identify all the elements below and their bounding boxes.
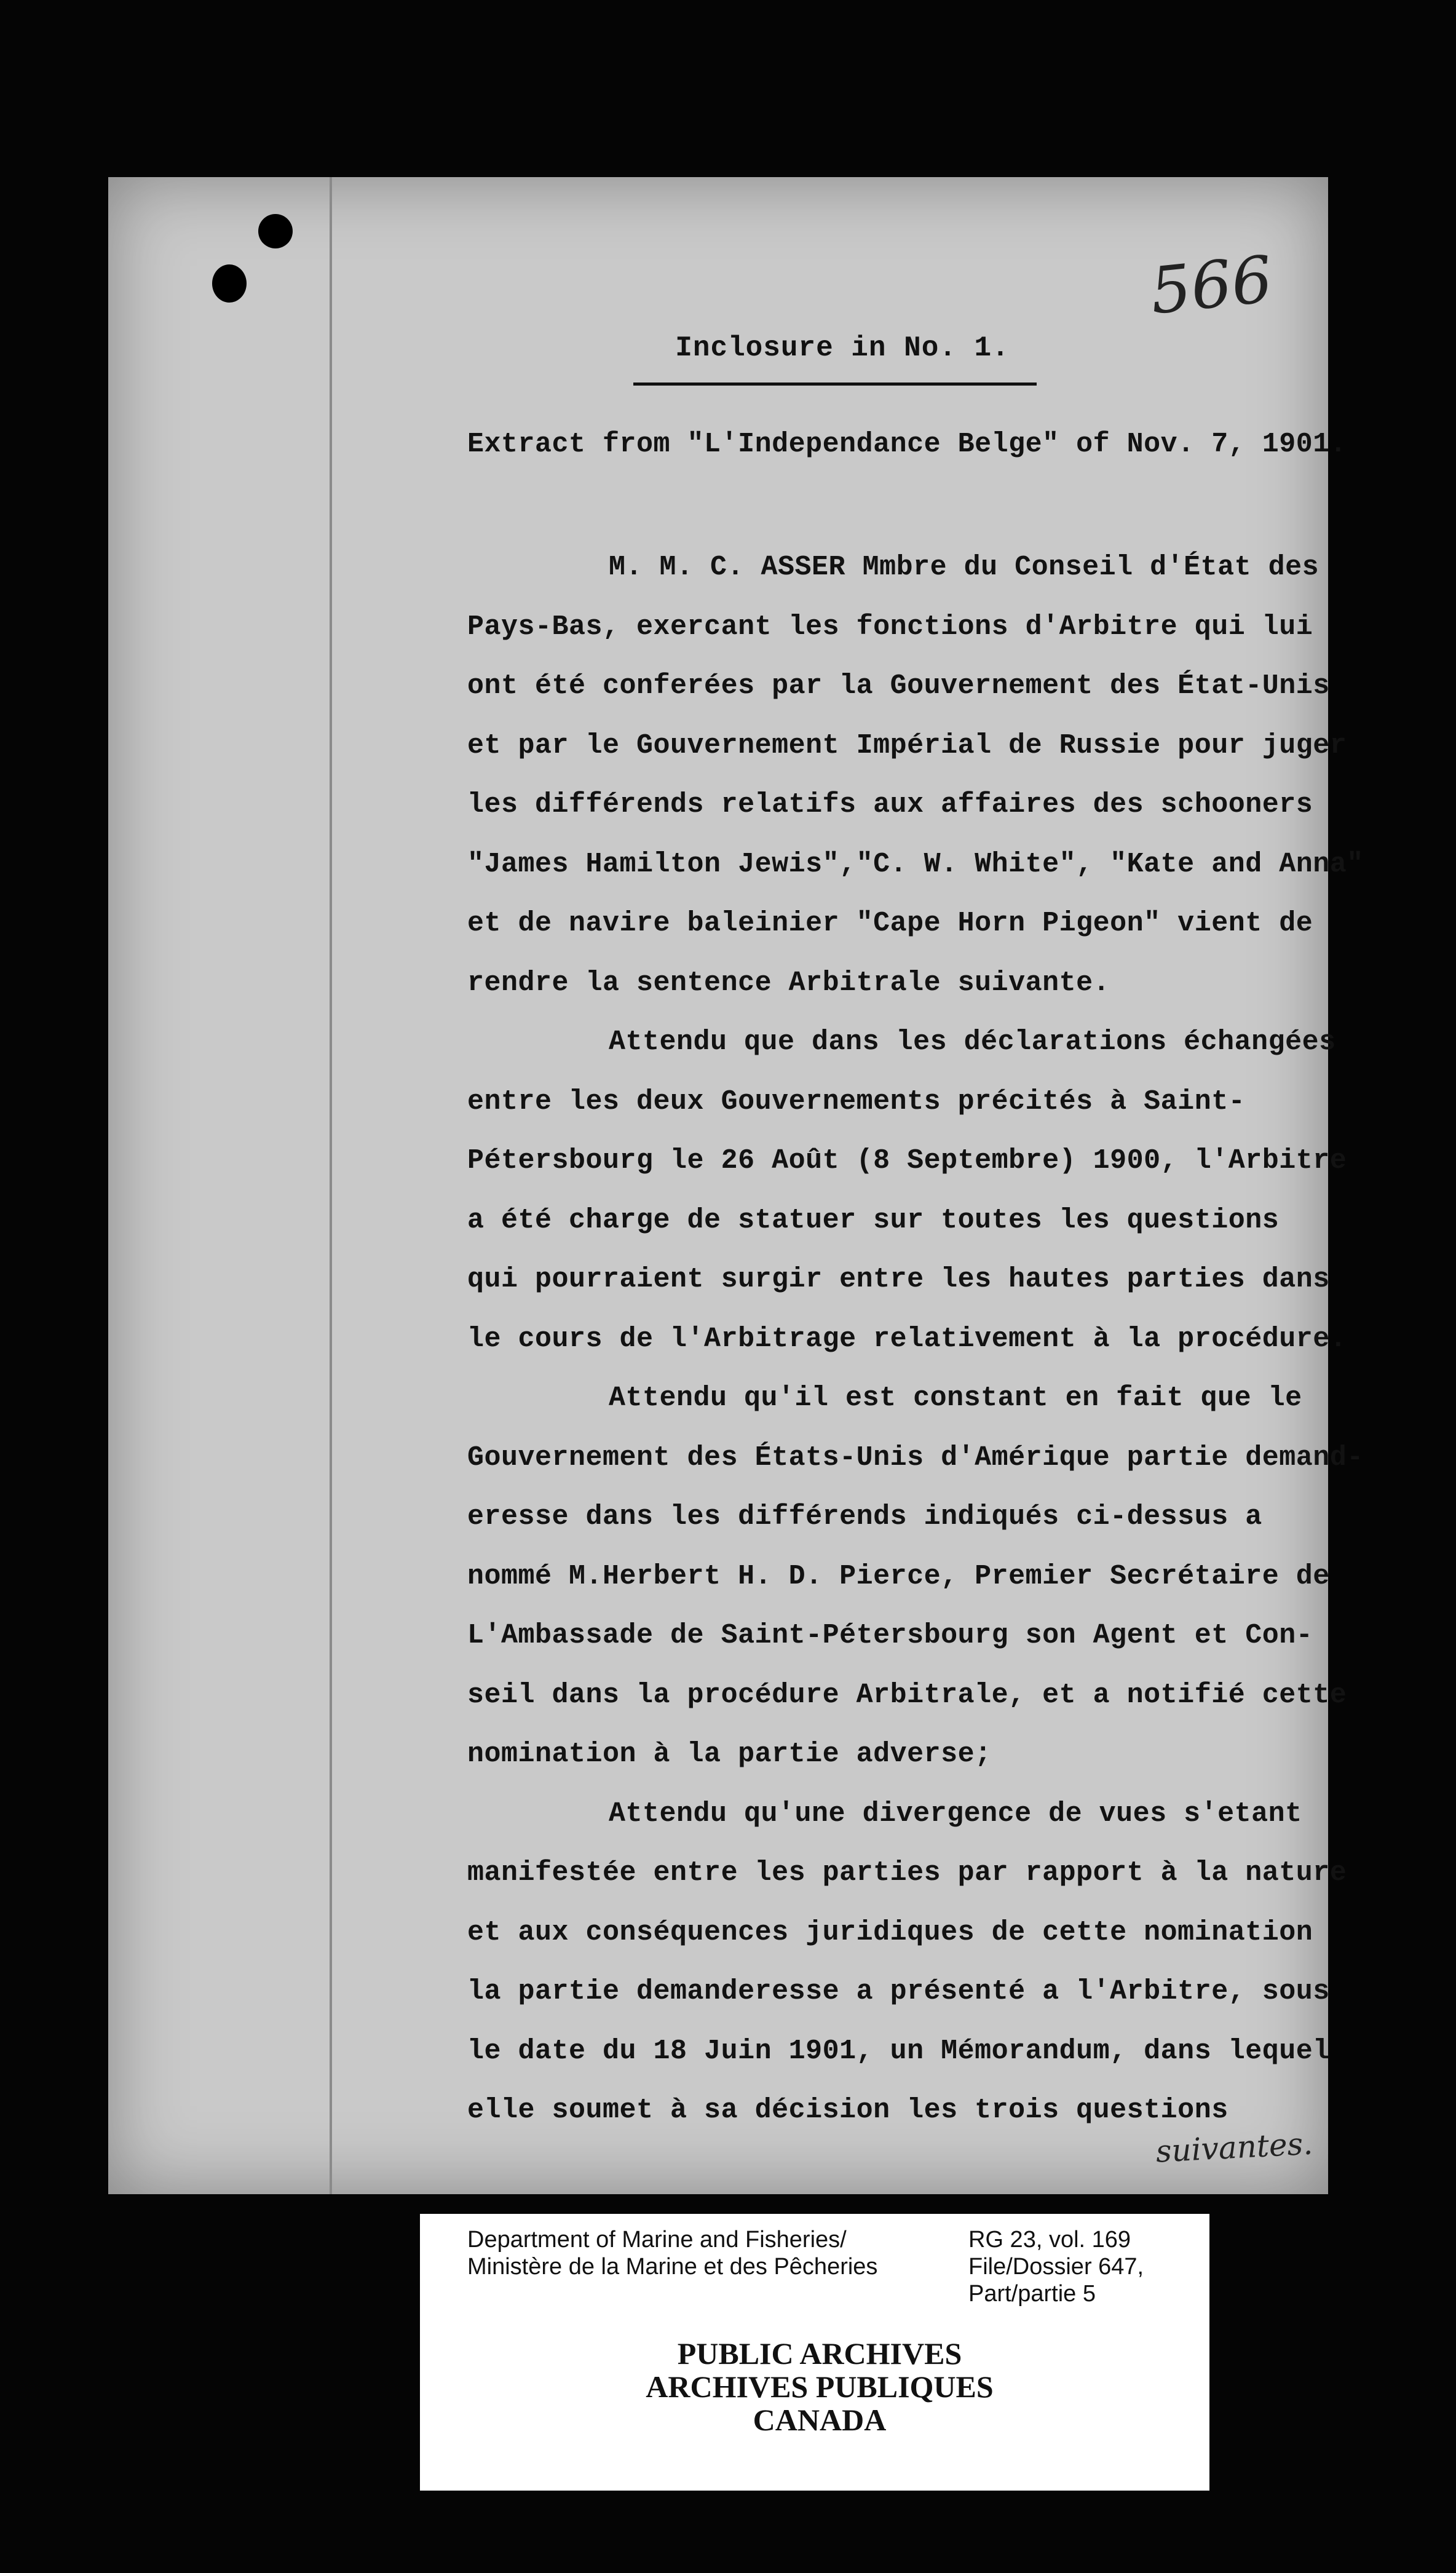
document-line: et aux conséquences juridiques de cette nomination [467, 1917, 1313, 1948]
punch-hole-top [258, 214, 293, 248]
document-line: seil dans la procédure Arbitrale, et a notifié cette [467, 1679, 1347, 1711]
document-line: Pays-Bas, exercant les fonctions d'Arbitre qui lui [467, 611, 1313, 643]
source-line: Extract from "L'Independance Belge" of Nov. 7, 1901. [467, 429, 1347, 460]
document-line: la partie demanderesse a présenté a l'Arbitre, sous [467, 1976, 1330, 2007]
department-english: Department of Marine and Fisheries/ [467, 2227, 847, 2253]
document-line: nomination à la partie adverse; [467, 1738, 992, 1770]
document-line: Attendu qu'il est constant en fait que le [609, 1382, 1302, 1414]
department-block [467, 2226, 1021, 2280]
department-french: Ministère de la Marine et des Pêcheries [467, 2254, 878, 2280]
document-line: Attendu que dans les déclarations échangées [609, 1026, 1336, 1058]
archives-stamp [604, 2337, 1035, 2436]
heading-underline [633, 383, 1037, 386]
inclosure-heading: Inclosure in No. 1. [675, 332, 1010, 364]
document-line: et par le Gouvernement Impérial de Russie pour juger [467, 730, 1347, 761]
file-number: File/Dossier 647, [968, 2254, 1144, 2280]
punch-hole-bottom [212, 264, 247, 303]
document-line: nommé M.Herbert H. D. Pierce, Premier Secrétaire de [467, 1561, 1330, 1592]
document-line: manifestée entre les parties par rapport à la nature [467, 1857, 1347, 1889]
reference-block [968, 2226, 1196, 2307]
record-group: RG 23, vol. 169 [968, 2227, 1131, 2253]
document-line: et de navire baleinier "Cape Horn Pigeon" vient de [467, 908, 1313, 939]
document-line: M. M. C. ASSER Mmbre du Conseil d'État des [609, 552, 1320, 583]
archives-country: CANADA [753, 2403, 887, 2437]
document-line: elle soumet à sa décision les trois questions [467, 2095, 1228, 2126]
document-line: a été charge de statuer sur toutes les questions [467, 1205, 1280, 1236]
folio-number: 566 [1146, 241, 1276, 329]
document-line: ont été conferées par la Gouvernement des État-Unis [467, 670, 1330, 702]
document-line: le date du 18 Juin 1901, un Mémorandum, dans lequel [467, 2036, 1330, 2067]
margin-rule [330, 177, 332, 2194]
document-line: le cours de l'Arbitrage relativement à la procédure. [467, 1323, 1347, 1355]
document-line: Gouvernement des États-Unis d'Amérique partie demand- [467, 1442, 1364, 1473]
document-line: rendre la sentence Arbitrale suivante. [467, 967, 1110, 999]
document-line: "James Hamilton Jewis","C. W. White", "Kate and Anna" [467, 849, 1364, 880]
archives-english: PUBLIC ARCHIVES [677, 2336, 962, 2371]
document-line: les différends relatifs aux affaires des schooners [467, 789, 1313, 820]
document-line: Attendu qu'une divergence de vues s'etant [609, 1798, 1302, 1830]
document-line: L'Ambassade de Saint-Pétersbourg son Agent et Con- [467, 1620, 1313, 1651]
part-number: Part/partie 5 [968, 2281, 1096, 2307]
document-line: qui pourraient surgir entre les hautes parties dans [467, 1264, 1330, 1295]
archives-french: ARCHIVES PUBLIQUES [646, 2369, 994, 2404]
handwritten-addition: suivantes. [1155, 2125, 1314, 2170]
document-line: eresse dans les différends indiqués ci-dessus a [467, 1501, 1262, 1532]
document-line: entre les deux Gouvernements précités à Saint- [467, 1086, 1246, 1117]
document-line: Pétersbourg le 26 Août (8 Septembre) 1900, l'Arbitre [467, 1145, 1347, 1176]
